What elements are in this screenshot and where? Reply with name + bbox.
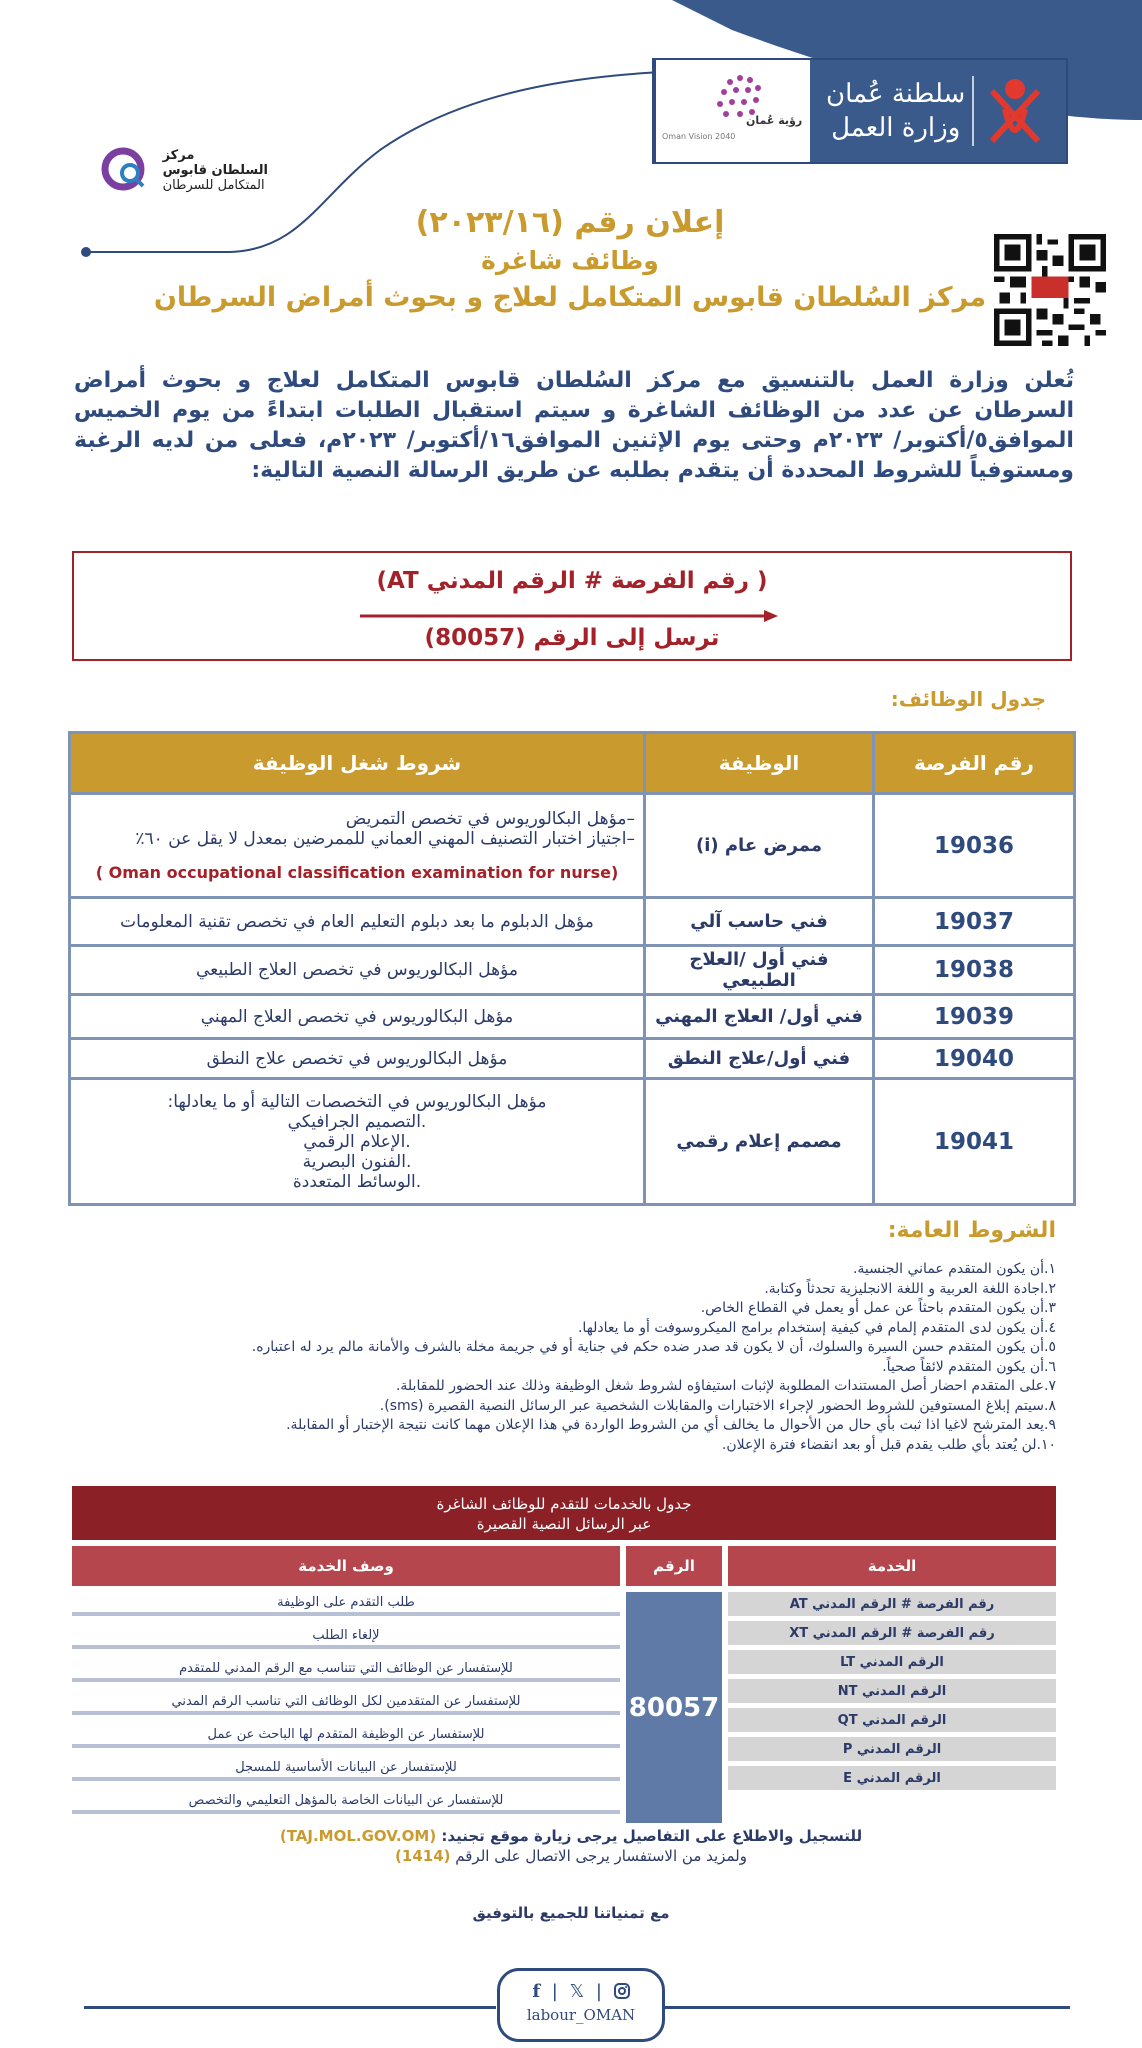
condition-line: مؤهل البكالوريوس في تخصص العلاج الطبيعي	[195, 960, 519, 980]
ministry-name-line1: سلطنة عُمان	[826, 79, 966, 109]
table-row	[70, 946, 1075, 995]
footer-divider-left	[84, 2006, 496, 2009]
logo-divider	[972, 76, 974, 146]
list-item: ٥.أن يكون المتقدم حسن السيرة والسلوك، أن لا يكون قد صدر ضده حكم في جناية أو في جريمة مخلة بالشرف والأمانة مالم يرد له اعتباره.	[251, 1339, 1056, 1355]
job-conditions	[70, 898, 645, 946]
icon-separator: |	[595, 1981, 602, 2002]
list-item: ٧.على المتقدم احضار أصل المستندات المطلوبة لإثبات استيفاؤه لشروط شغل الوظيفة وذلك عند الحضور للمقابلة.	[395, 1378, 1056, 1394]
services-table	[72, 1486, 1056, 1823]
list-item: ٢.اجادة اللغة العربية و اللغة الانجليزية تحدثاً وكتابة.	[764, 1280, 1056, 1297]
service-description: للإستفسار عن المتقدمين لكل الوظائف التي تناسب الرقم المدني	[72, 1691, 620, 1715]
oman-vision-logo	[654, 60, 810, 162]
job-title: فني أول/علاج النطق	[645, 1039, 874, 1079]
services-header-row	[72, 1546, 1056, 1586]
condition-line: .الفنون البصرية	[302, 1151, 412, 1172]
services-title	[72, 1486, 1056, 1540]
jobs-table	[68, 731, 1076, 1206]
service-description: للإستفسار عن البيانات الأساسية للمسجل	[72, 1757, 620, 1781]
announcement-subtitle: وظائف شاغرة	[481, 246, 659, 275]
center-logo-line3: المتكامل للسرطان	[162, 177, 265, 193]
general-conditions-heading: الشروط العامة:	[887, 1218, 1056, 1243]
job-opportunity-number: 19036	[874, 794, 1075, 898]
list-item: ٦.أن يكون المتقدم لائقاً صحياً.	[882, 1358, 1056, 1375]
job-title: فني أول /العلاج الطبيعي	[645, 946, 874, 995]
job-title: ممرض عام (i)	[645, 794, 874, 898]
facebook-icon[interactable]: f	[532, 1981, 541, 2002]
service-code: الرقم المدني NT	[728, 1679, 1056, 1703]
service-code: رقم الفرصة # الرقم المدني XT	[728, 1621, 1056, 1645]
arrow-right-icon	[360, 610, 778, 622]
header-opportunity-number: رقم الفرصة	[874, 733, 1075, 794]
center-logo-line1: مركز	[162, 147, 195, 163]
list-item: ٤.أن يكون لدى المتقدم إلمام في كيفية إستخدام برامج الميكروسوفت أو ما يعادلها.	[577, 1319, 1056, 1336]
register-text: للتسجيل والاطلاع على التفاصيل يرجى زيارة موقع تجنيد:	[441, 1827, 863, 1845]
ministry-name	[826, 77, 965, 145]
condition-line: –اجتياز اختبار التصنيف المهني العماني للممرضين بمعدل لا يقل عن ٦٠٪	[135, 828, 635, 849]
inquiry-number: (1414)	[395, 1847, 451, 1865]
sms-instruction-box	[72, 551, 1072, 661]
condition-line: –مؤهل البكالوريوس في تخصص التمريض	[345, 808, 635, 829]
icon-separator: |	[551, 1981, 558, 2002]
service-description: طلب التقدم على الوظيفة	[72, 1592, 620, 1616]
job-conditions	[70, 1079, 645, 1205]
job-conditions	[70, 794, 645, 898]
general-conditions-list	[46, 1260, 1056, 1455]
instagram-icon[interactable]	[614, 1981, 630, 2002]
job-title: فني حاسب آلي	[645, 898, 874, 946]
footer-divider-right	[660, 2006, 1070, 2009]
register-site-link[interactable]: (TAJ.MOL.GOV.OM)	[279, 1827, 437, 1845]
condition-line: .الوسائط المتعددة	[292, 1171, 422, 1192]
job-opportunity-number: 19038	[874, 946, 1075, 995]
table-row	[70, 1039, 1075, 1079]
inquiry-text: ولمزيد من الاستفسار يرجى الاتصال على الرقم	[455, 1847, 747, 1865]
intro-paragraph: تُعلن وزارة العمل بالتنسيق مع مركز السُلطان قابوس المتكامل لعلاج و بحوث أمراض السرطان عن عدد من الوظائف الشاغرة و سيتم استقبال الطلبات ابتداءً من يوم الخميس الموافق٥/أكتوبر/ ٢٠٢٣م وحتى يوم الإثنين الموافق١٦/أكتوبر/ ٢٠٢٣م، فعلى من لديه الرغبة ومستوفياً للشروط المحددة أن يتقدم بطلبه عن طريق الرسالة النصية التالية:	[74, 368, 1074, 483]
social-icons	[500, 1981, 662, 2002]
service-description: لإلغاء الطلب	[72, 1625, 620, 1649]
center-logo-line2: السلطان قابوس	[162, 162, 268, 178]
job-opportunity-number: 19037	[874, 898, 1075, 946]
header-job-title: الوظيفة	[645, 733, 874, 794]
vision-logo-text: رؤية عُمان	[746, 114, 803, 127]
job-opportunity-number: 19039	[874, 995, 1075, 1039]
condition-line: .الإعلام الرقمي	[303, 1131, 411, 1152]
job-title: فني أول/ العلاج المهني	[645, 995, 874, 1039]
service-description: للإستفسار عن الوظائف التي تتناسب مع الرقم المدني للمتقدم	[72, 1658, 620, 1682]
list-item: ٩.يعد المترشح لاغيا اذا ثبت بأي حال من الأحوال ما يخالف أي من الشروط الواردة في هذا الإعلان مهما كانت نتيجة الإختبار أو المقابلة.	[286, 1417, 1056, 1433]
list-item: ١.أن يكون المتقدم عماني الجنسية.	[852, 1261, 1056, 1277]
service-description: للإستفسار عن الوظيفة المتقدم لها الباحث عن عمل	[72, 1724, 620, 1748]
vision-logo-graphic	[660, 60, 810, 158]
center-logo-icon	[97, 141, 155, 199]
x-twitter-icon[interactable]: 𝕏	[569, 1981, 585, 2002]
condition-english-note: ( Oman occupational classification examination for nurse)	[95, 862, 619, 882]
job-opportunity-number: 19040	[874, 1039, 1075, 1079]
job-conditions	[70, 995, 645, 1039]
service-code: رقم الفرصة # الرقم المدني AT	[728, 1592, 1056, 1616]
header-job-conditions: شروط شغل الوظيفة	[70, 733, 645, 794]
job-title: مصمم إعلام رقمي	[645, 1079, 874, 1205]
ministry-name-line2: وزارة العمل	[831, 113, 961, 143]
condition-line: مؤهل البكالوريوس في تخصص العلاج المهني	[200, 1006, 514, 1027]
service-code: الرقم المدني P	[728, 1737, 1056, 1761]
services-body	[72, 1592, 1056, 1823]
table-row	[70, 1079, 1075, 1205]
condition-line: مؤهل الدبلوم ما بعد دبلوم التعليم العام في تخصص تقنية المعلومات	[120, 911, 594, 932]
social-handle[interactable]: labour_OMAN	[526, 2006, 636, 2024]
services-service-column	[728, 1592, 1056, 1823]
jobs-heading: جدول الوظائف:	[890, 687, 1046, 711]
table-row	[70, 995, 1075, 1039]
job-opportunity-number: 19041	[874, 1079, 1075, 1205]
services-title-line1: جدول بالخدمات للتقدم للوظائف الشاغرة	[436, 1495, 692, 1513]
service-code: الرقم المدني E	[728, 1766, 1056, 1790]
jobs-header-row	[70, 733, 1075, 794]
sms-send-to: ترسل إلى الرقم (80057)	[424, 625, 720, 651]
job-conditions	[70, 946, 645, 995]
list-item: ٨.سيتم إبلاغ المستوفين للشروط الحضور لإجراء الاختبارات والمقابلات الشخصية عبر الرسائل النصية القصيرة (sms).	[379, 1397, 1056, 1414]
table-row	[70, 898, 1075, 946]
service-code: الرقم المدني QT	[728, 1708, 1056, 1732]
list-item: ١٠.لن يُعتد بأي طلب يقدم قبل أو بعد انقضاء فترة الإعلان.	[721, 1436, 1056, 1453]
services-header-service: الخدمة	[728, 1546, 1056, 1586]
services-header-description: وصف الخدمة	[72, 1546, 620, 1586]
services-title-line2: عبر الرسائل النصية القصيرة	[476, 1515, 652, 1533]
center-logo-text	[163, 148, 268, 193]
footer-registration	[0, 1826, 1142, 1866]
condition-line: .التصميم الجرافيكي	[287, 1111, 427, 1132]
footer-wish: مع تمنياتنا للجميع بالتوفيق	[472, 1904, 670, 1922]
announcement-title: إعلان رقم (٢٠٢٣/١٦)	[415, 205, 725, 240]
condition-line: مؤهل البكالوريوس في التخصصات التالية أو ما يعادلها:	[167, 1091, 547, 1112]
list-item: ٣.أن يكون المتقدم باحثاً عن عمل أو يعمل في القطاع الخاص.	[700, 1300, 1056, 1316]
service-code: الرقم المدني LT	[728, 1650, 1056, 1674]
logo-box	[652, 58, 1068, 164]
social-links	[497, 1968, 665, 2042]
vision-logo-subtext: Oman Vision 2040	[662, 132, 736, 141]
ministry-logo	[810, 60, 1066, 162]
condition-line: مؤهل البكالوريوس في تخصص علاج النطق	[206, 1048, 508, 1069]
services-sms-number: 80057	[626, 1592, 722, 1823]
oman-emblem-icon	[980, 71, 1050, 151]
job-conditions	[70, 1039, 645, 1079]
announcement-center-name: مركز السُلطان قابوس المتكامل لعلاج و بحوث أمراض السرطان	[153, 282, 987, 313]
services-header-number: الرقم	[626, 1546, 722, 1586]
table-row	[70, 794, 1075, 898]
sqcccrc-logo	[78, 140, 268, 200]
sms-format: ( رقم الفرصة # الرقم المدني AT)	[376, 568, 768, 594]
service-description: للإستفسار عن البيانات الخاصة بالمؤهل التعليمي والتخصص	[72, 1790, 620, 1814]
services-description-column	[72, 1592, 620, 1823]
